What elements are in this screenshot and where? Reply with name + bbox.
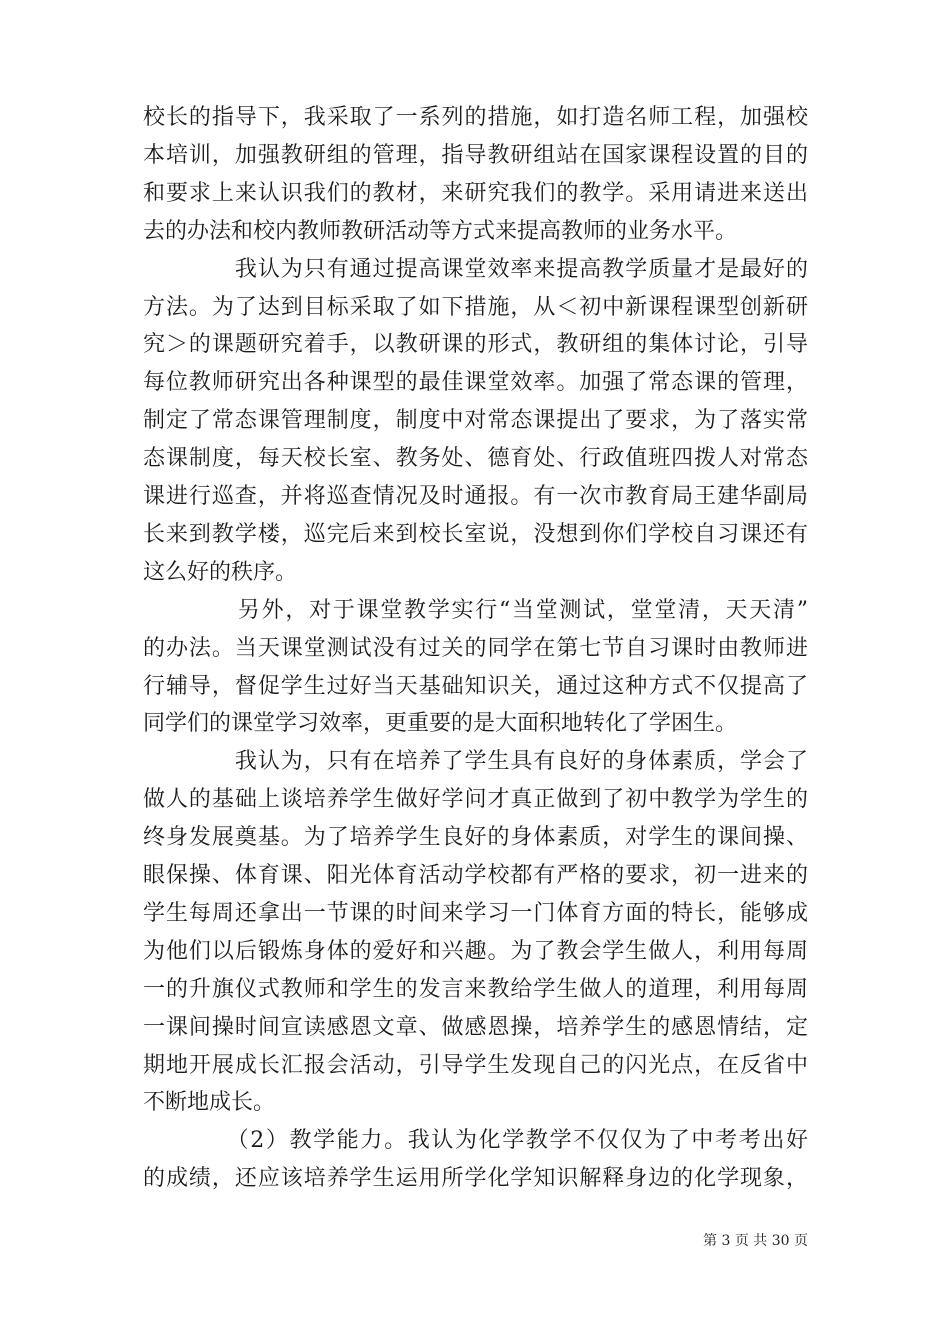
text-line: 同学们的课堂学习效率，更重要的是大面积地转化了学困生。: [143, 711, 738, 736]
text-line: 课进行巡查，并将巡查情况及时通报。有一次市教育局王建华副局: [143, 484, 808, 509]
text-line: 究＞的课题研究着手，以教研课的形式，教研组的集体讨论，引导: [143, 332, 808, 357]
text-line: 一的升旗仪式教师和学生的发言来教给学生做人的道理，利用每周: [143, 977, 808, 1002]
text-line: 的办法。当天课堂测试没有过关的同学在第七节自习课时由教师进: [143, 636, 808, 661]
text-line: 另外，对于课堂教学实行“当堂测试，堂堂清，天天清”: [143, 598, 808, 623]
text-line: 终身发展奠基。为了培养学生良好的身体素质，对学生的课间操、: [143, 825, 808, 850]
text-line: 我认为，只有在培养了学生具有良好的身体素质，学会了: [143, 749, 808, 774]
text-line: 长来到教学楼，巡完后来到校长室说，没想到你们学校自习课还有: [143, 522, 808, 547]
text-line: 方法。为了达到目标采取了如下措施，从＜初中新课程课型创新研: [143, 295, 808, 320]
text-line: 态课制度，每天校长室、教务处、德育处、行政值班四拨人对常态: [143, 446, 808, 471]
text-line: 学生每周还拿出一节课的时间来学习一门体育方面的特长，能够成: [143, 901, 808, 926]
page-number-footer: 第 3 页 共 30 页: [703, 1233, 808, 1249]
text-line: 去的办法和校内教师教研活动等方式来提高教师的业务水平。: [143, 219, 738, 244]
text-line: 眼保操、体育课、阳光体育活动学校都有严格的要求，初一进来的: [143, 863, 808, 888]
text-line: 行辅导，督促学生过好当天基础知识关，通过这种方式不仅提高了: [143, 674, 808, 699]
text-line: 本培训，加强教研组的管理，指导教研组站在国家课程设置的目的: [143, 143, 808, 168]
text-line: 制定了常态课管理制度，制度中对常态课提出了要求，为了落实常: [143, 408, 808, 433]
text-line: 不断地成长。: [143, 1090, 276, 1115]
text-line: 每位教师研究出各种课型的最佳课堂效率。加强了常态课的管理，: [143, 370, 808, 395]
text-line: 做人的基础上谈培养学生做好学问才真正做到了初中教学为学生的: [143, 787, 808, 812]
text-line: 的成绩，还应该培养学生运用所学化学知识解释身边的化学现象，: [143, 1166, 808, 1191]
text-line: 和要求上来认识我们的教材，来研究我们的教学。采用请进来送出: [143, 181, 808, 206]
text-line: 为他们以后锻炼身体的爱好和兴趣。为了教会学生做人，利用每周: [143, 939, 808, 964]
text-line: 校长的指导下，我采取了一系列的措施，如打造名师工程，加强校: [143, 105, 808, 130]
text-line: 这么好的秩序。: [143, 560, 298, 585]
text-line: 一课间操时间宣读感恩文章、做感恩操，培养学生的感恩情结，定: [143, 1015, 808, 1040]
text-line: 期地开展成长汇报会活动，引导学生发现自己的闪光点，在反省中: [143, 1053, 808, 1078]
text-line: （2）教学能力。我认为化学教学不仅仅为了中考考出好: [143, 1128, 808, 1153]
text-line: 我认为只有通过提高课堂效率来提高教学质量才是最好的: [143, 257, 808, 282]
